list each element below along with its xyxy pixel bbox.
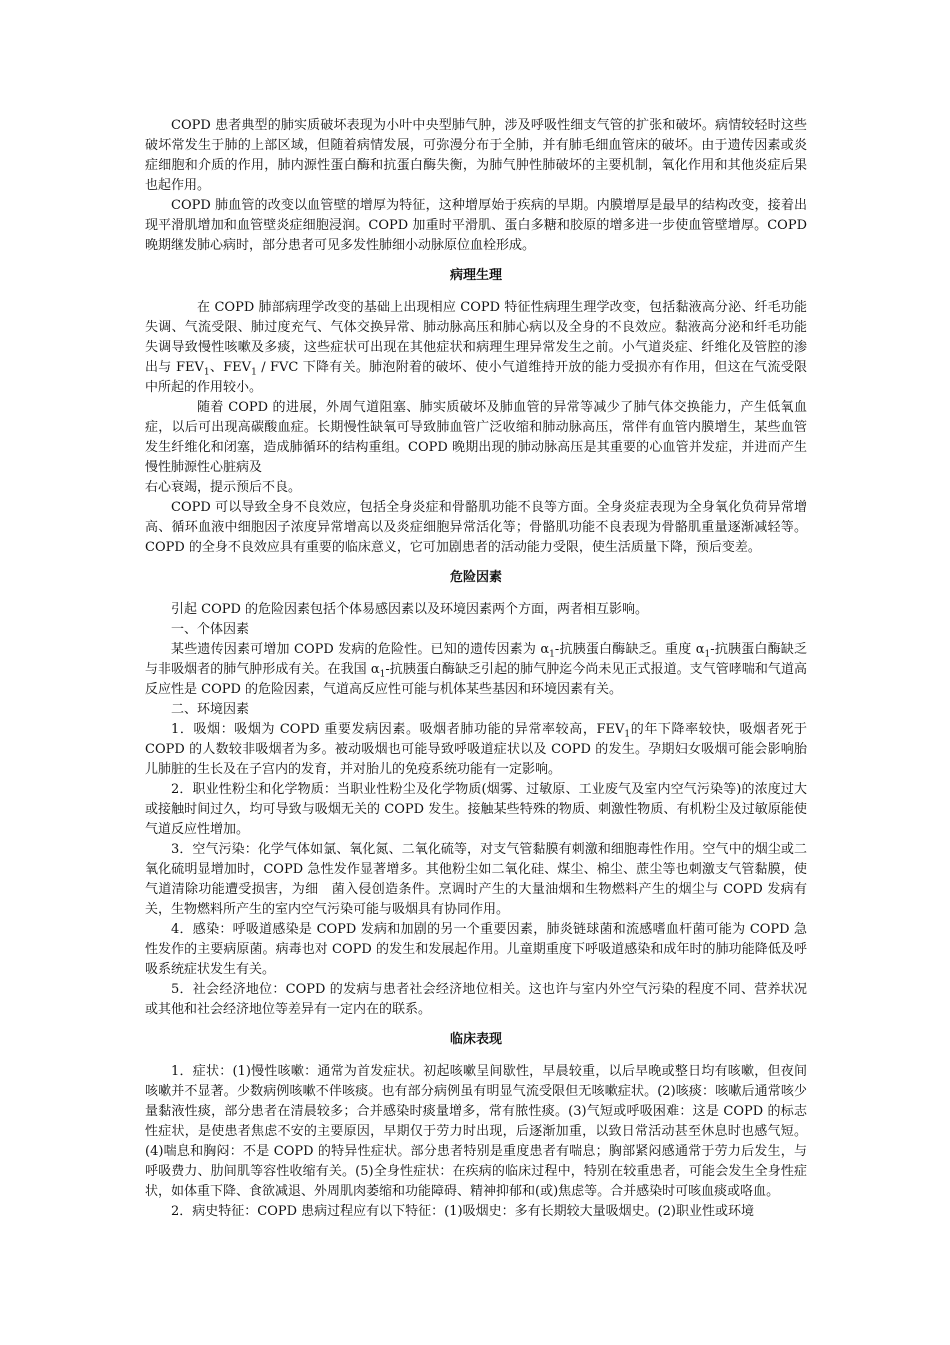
paragraph-history: 2．病史特征：COPD 患病过程应有以下特征：(1)吸烟史：多有长期较大量吸烟史。(2)职业性或环境: [171, 1204, 755, 1219]
paragraph-systemic-effects: COPD 可以导致全身不良效应，包括全身炎症和骨骼肌功能不良等方面。全身炎症表现为全身氧化负荷异常增高、循环血液中细胞因子浓度异常增高以及炎症细胞异常活化等；骨骼肌功能不良表现为骨骼肌重量逐渐减轻等。COPD 的全身不良效应具有重要的临床意义，它可加剧患者的活动能力受限，使生活质量下降，预后变差。: [145, 500, 807, 555]
paragraph-emphysema: COPD 患者典型的肺实质破坏表现为小叶中央型肺气肿，涉及呼吸性细支气管的扩张和破坏。病情较轻时这些破坏常发生于肺的上部区域，但随着病情发展，可弥漫分布于全肺，并有肺毛细血管床的破坏。由于遗传因素或炎症细胞和介质的作用，肺内源性蛋白酶和抗蛋白酶失衡，为肺气肿性肺破坏的主要机制，氧化作用和其他炎症后果也起作用。: [145, 118, 807, 193]
paragraph-air-pollution: 3．空气污染：化学气体如氯、氧化氮、二氧化硫等，对支气管黏膜有刺激和细胞毒性作用。空气中的烟尘或二氧化硫明显增加时，COPD 急性发作显著增多。其他粉尘如二氧化硅、煤尘、棉尘、蔗尘等也刺激支气管黏膜，使气道清除功能遭受损害，为细 菌入侵创造条件。烹调时产生的大量油烟和生物燃料产生的烟尘与 COPD 发病有关，生物燃料所产生的室内空气污染可能与吸烟具有协同作用。: [145, 842, 807, 917]
paragraph-pathophysiology-2-cont: 右心衰竭，提示预后不良。: [145, 480, 302, 495]
subheading-individual-factors: 一、个体因素: [171, 622, 250, 637]
heading-pathophysiology: 病理生理: [449, 268, 502, 283]
subheading-environmental-factors: 二、环境因素: [171, 702, 250, 717]
paragraph-symptoms: 1．症状：(1)慢性咳嗽：通常为首发症状。初起咳嗽呈间歇性，早晨较重，以后早晚或整日均有咳嗽，但夜间咳嗽并不显著。少数病例咳嗽不伴咳痰。也有部分病例虽有明显气流受限但无咳嗽症状。(2)咳痰：咳嗽后通常咳少量黏液性痰，部分患者在清晨较多；合并感染时痰量增多，常有脓性痰。(3)气短或呼吸困难：这是 COPD 的标志性症状，是使患者焦虑不安的主要原因，早期仅于劳力时出现，后逐渐加重，以致日常活动甚至休息时也感气短。(4)喘息和胸闷：不是 COPD 的特异性症状。部分患者特别是重度患者有喘息；胸部紧闷感通常于劳力后发生，与呼吸费力、肋间肌等容性收缩有关。(5)全身性症状：在疾病的临床过程中，特别在较重患者，可能会发生全身性症状，如体重下降、食欲减退、外周肌肉萎缩和功能障碍、精神抑郁和(或)焦虑等。合并感染时可咳血痰或咯血。: [145, 1064, 807, 1199]
paragraph-pathophysiology-2: 随着 COPD 的进展，外周气道阻塞、肺实质破坏及肺血管的异常等减少了肺气体交换能力，产生低氧血症，以后可出现高碳酸血症。长期慢性缺氧可导致肺血管广泛收缩和肺动脉高压，常伴有血管内膜增生，某些血管发生纤维化和闭塞，造成肺循环的结构重组。COPD 晚期出现的肺动脉高压是其重要的心血管并发症，并进而产生慢性肺源性心脏病及: [145, 400, 807, 475]
document-page: [145, 116, 807, 1222]
paragraph-pathophysiology-1: 在 COPD 肺部病理学改变的基础上出现相应 COPD 特征性病理生理学改变，包括黏液高分泌、纤毛功能失调、气流受限、肺过度充气、气体交换异常、肺动脉高压和肺心病以及全身的不良效应。黏液高分泌和纤毛功能失调导致慢性咳嗽及多痰，这些症状可出现在其他症状和病理生理异常发生之前。小气道炎症、纤维化及管腔的渗出与 $FEV_1$、$FEV_1$ / FVC 下降有关。肺泡附着的破坏、使小气道维持开放的能力受损亦有作用，但这在气流受限中所起的作用较小。: [145, 300, 807, 395]
heading-risk-factors: 危险因素: [449, 570, 502, 585]
paragraph-pulmonary-vessels: COPD 肺血管的改变以血管壁的增厚为特征，这种增厚始于疾病的早期。内膜增厚是最早的结构改变，接着出现平滑肌增加和血管壁炎症细胞浸润。COPD 加重时平滑肌、蛋白多糖和胶原的增多进一步使血管壁增厚。COPD 晚期继发肺心病时，部分患者可见多发性肺细小动脉原位血栓形成。: [145, 198, 807, 253]
heading-clinical-manifestations: 临床表现: [449, 1032, 502, 1047]
paragraph-risk-intro: 引起 COPD 的危险因素包括个体易感因素以及环境因素两个方面，两者相互影响。: [171, 602, 649, 617]
paragraph-occupational: 2．职业性粉尘和化学物质：当职业性粉尘及化学物质(烟雾、过敏原、工业废气及室内空气污染等)的浓度过大或接触时间过久，均可导致与吸烟无关的 COPD 发生。接触某些特殊的物质、刺激性物质、有机粉尘及过敏原能使气道反应性增加。: [145, 782, 807, 837]
paragraph-infection: 4．感染：呼吸道感染是 COPD 发病和加剧的另一个重要因素，肺炎链球菌和流感嗜血杆菌可能为 COPD 急性发作的主要病原菌。病毒也对 COPD 的发生和发展起作用。儿童期重度下呼吸道感染和成年时的肺功能降低及呼吸系统症状发生有关。: [145, 922, 807, 977]
paragraph-smoking: 1．吸烟：吸烟为 COPD 重要发病因素。吸烟者肺功能的异常率较高，$FEV_1$的年下降率较快，吸烟者死于 COPD 的人数较非吸烟者为多。被动吸烟也可能导致呼吸道症状以及 COPD 的发生。孕期妇女吸烟可能会影响胎儿肺脏的生长及在子宫内的发育，并对胎儿的免疫系统功能有一定影响。: [145, 722, 807, 777]
paragraph-genetic-factors: 某些遗传因素可增加 COPD 发病的危险性。已知的遗传因素为 $\alpha_1-$抗胰蛋白酶缺乏。重度 $\alpha_1-$抗胰蛋白酶缺乏与非吸烟者的肺气肿形成有关。在我国 $\alpha_1-$抗胰蛋白酶缺乏引起的肺气肿迄今尚未见正式报道。支气管哮喘和气道高反应性是 COPD 的危险因素，气道高反应性可能与机体某些基因和环境因素有关。: [145, 642, 807, 697]
paragraph-socioeconomic: 5．社会经济地位：COPD 的发病与患者社会经济地位相关。这也许与室内外空气污染的程度不同、营养状况或其他和社会经济地位等差异有一定内在的联系。: [145, 982, 807, 1017]
